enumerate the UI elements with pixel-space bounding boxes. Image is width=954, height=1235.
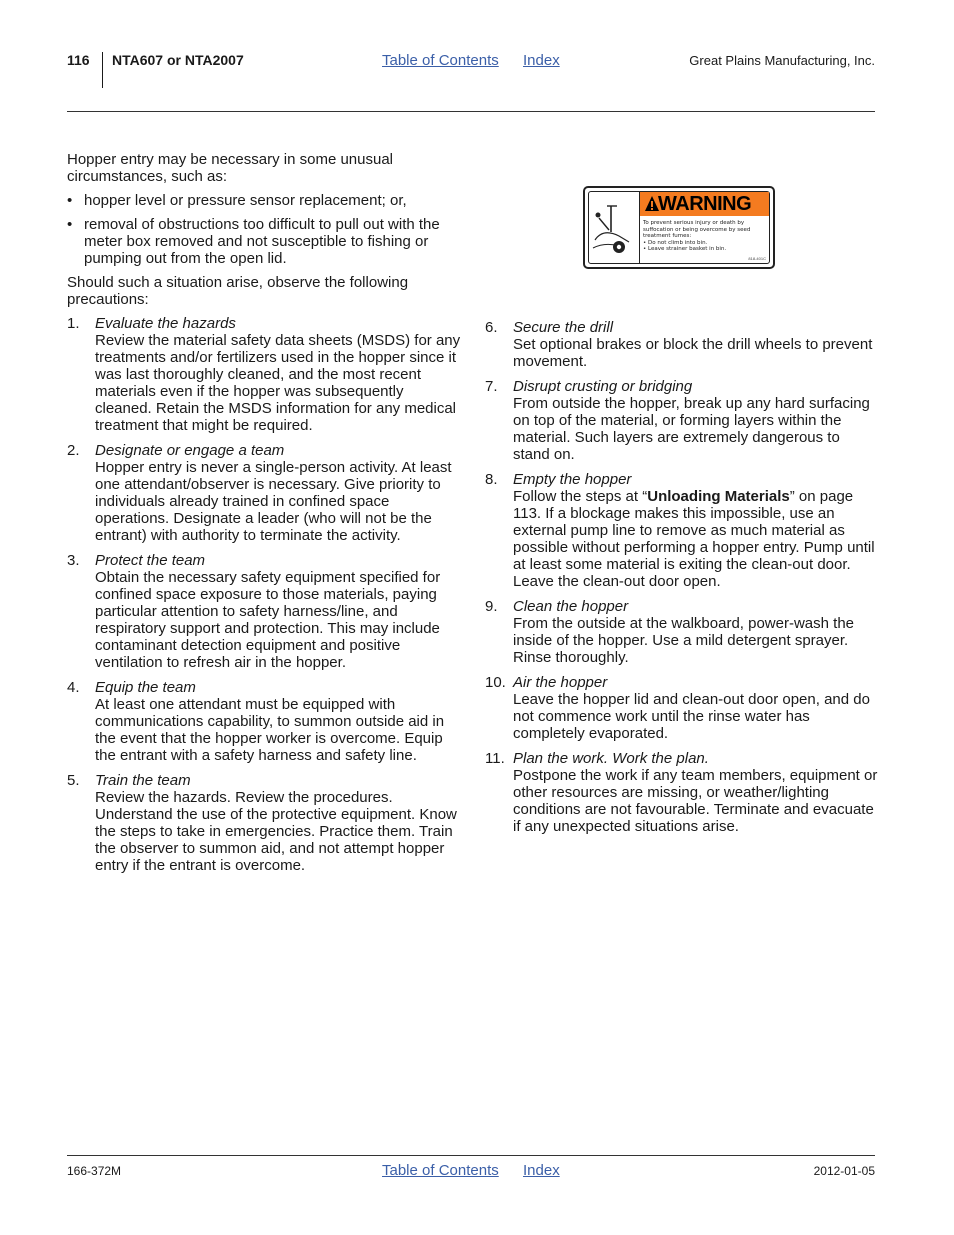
step-title: Secure the drill xyxy=(513,319,614,336)
step-title: Train the team xyxy=(95,772,191,789)
header-toc-link[interactable]: Table of Contents xyxy=(382,52,499,69)
step-item: 6. Secure the drill Set optional brakes or block the drill wheels to prevent movement. xyxy=(485,319,880,370)
step-item: 2. Designate or engage a team Hopper entry is never a single-person activity. At least one attendant/observer is necessary. Give priority to individuals already trained in confined space operations. Designate a leader (who will not be the entrant) with authority to terminate the activity. xyxy=(67,442,461,544)
company-name: Great Plains Manufacturing, Inc. xyxy=(689,53,875,68)
step-item: 10. Air the hopper Leave the hopper lid and clean-out door open, and do not commence work until the rinse water has completely evaporated. xyxy=(485,674,880,742)
steps-list-right xyxy=(485,319,880,835)
list-item: • hopper level or pressure sensor replacement; or, xyxy=(67,192,407,209)
warning-text: To prevent serious injury or death by suffocation or being overcome by seed treatment fumes: • Do not climb into bin. • Leave strainer basket in bin. xyxy=(643,220,751,252)
hopper-hazard-icon xyxy=(589,192,640,263)
decal-code: 818-401C xyxy=(748,256,766,261)
model-title: NTA607 or NTA2007 xyxy=(112,52,244,68)
step-item: 9. Clean the hopper From the outside at the walkboard, power-wash the inside of the hopper. Use a mild detergent sprayer. Rinse thoroughly. xyxy=(485,598,880,666)
footer-rule xyxy=(67,1155,875,1156)
step-item: 4. Equip the team At least one attendant must be equipped with communications capability, to summon outside aid in the event that the hopper worker is overcome. Equip the entrant with a safety harness and safety line. xyxy=(67,679,461,764)
step-title: Equip the team xyxy=(95,679,196,696)
page-number: 116 xyxy=(67,52,90,68)
step-text: Obtain the necessary safety equipment specified for confined space exposure to those materials, paying particular attention to safety harness/line, and respiratory support and protection. This may include contaminant detection equipment and positive ventilation to refresh air in the hopper. xyxy=(95,569,441,671)
list-item: • removal of obstructions too difficult to pull out with the meter box removed and not susceptible to fishing or pumping out from the open lid. xyxy=(67,216,440,267)
step-title: Protect the team xyxy=(95,552,206,569)
step-text: Review the hazards. Review the procedures. Understand the use of the protective equipment. Know the steps to take in emergencies. Practice them. Train the observer to summon aid, and not attempt hopper entry if the entrant is overcome. xyxy=(95,789,457,874)
header-rule xyxy=(67,111,875,112)
bullet-glyph: • xyxy=(67,216,73,233)
bullet-glyph: • xyxy=(67,192,73,209)
intro-paragraph: Hopper entry may be necessary in some unusual circumstances, such as: xyxy=(67,151,394,185)
step-title: Disrupt crusting or bridging xyxy=(513,378,693,395)
intro-bullets xyxy=(67,192,461,267)
step-item: 5. Train the team Review the hazards. Review the procedures. Understand the use of the protective equipment. Know the steps to take in emergencies. Practice them. Train the observer to summon aid, and not attempt hopper entry if the entrant is overcome. xyxy=(67,772,461,874)
step-title: Evaluate the hazards xyxy=(95,315,236,332)
step-text: Leave the hopper lid and clean-out door open, and do not commence work until the rinse water has completely evaporated. xyxy=(513,691,870,742)
step-title: Plan the work. Work the plan. xyxy=(513,750,709,767)
step-title: Designate or engage a team xyxy=(95,442,285,459)
warning-decal xyxy=(583,186,775,269)
step-item: 8. Empty the hopper Follow the steps at “Unloading Materials” on page 113. If a blockage makes this impossible, use an external pump line to remove as much material as possible without performing a hopper entry. Pump until at least some material is exiting the clean-out door. Leave the clean-out door open. xyxy=(485,471,880,590)
step-text: Follow the steps at “Unloading Materials” on page 113. If a blockage makes this impossible, use an external pump line to remove as much material as possible without performing a hopper entry. Pump until at least some material is exiting the clean-out door. Leave the clean-out door open. xyxy=(513,488,875,590)
left-column xyxy=(67,151,461,882)
step-text: Hopper entry is never a single-person activity. At least one attendant/observer is necessary. Give priority to individuals already trained in confined space operations. Designate a leader (who will not be the entrant) with authority to terminate the activity. xyxy=(95,459,452,544)
document-number: 166-372M xyxy=(67,1164,122,1178)
step-text: Set optional brakes or block the drill wheels to prevent movement. xyxy=(513,336,873,370)
step-title: Empty the hopper xyxy=(513,471,632,488)
step-item: 1. Evaluate the hazards Review the material safety data sheets (MSDS) for any treatments and/or fertilizers used in the hopper since it was last thoroughly cleaned, and the most recent materials even if the hopper was subsequently cleaned. Retain the MSDS information for any medical treatment that might be required. xyxy=(67,315,461,434)
publication-date: 2012-01-05 xyxy=(813,1164,875,1178)
precautions-paragraph: Should such a situation arise, observe the following precautions: xyxy=(67,274,409,308)
steps-list-left xyxy=(67,315,461,874)
step-text: Postpone the work if any team members, equipment or other resources are missing, or weather/lighting conditions are not favourable. Terminate and evacuate if any unexpected situations arise. xyxy=(513,767,878,835)
step-text: Review the material safety data sheets (MSDS) for any treatments and/or fertilizers used in the hopper since it was last thoroughly cleaned, and the most recent materials even if the hopper was subsequently cleaned. Retain the MSDS information for any medical treatment that might be required. xyxy=(95,332,461,434)
alert-triangle-icon xyxy=(644,195,660,213)
warning-banner: WARNING xyxy=(640,192,769,216)
footer-toc-link[interactable]: Table of Contents xyxy=(382,1162,499,1179)
step-text: From the outside at the walkboard, power-wash the inside of the hopper. Use a mild detergent sprayer. Rinse thoroughly. xyxy=(513,615,855,666)
step-text: From outside the hopper, break up any hard surfacing on top of the material, or forming layers within the material. Such layers are extremely dangerous to stand on. xyxy=(513,395,870,463)
step-title: Clean the hopper xyxy=(513,598,629,615)
header-divider xyxy=(102,52,103,88)
footer-index-link[interactable]: Index xyxy=(523,1162,560,1179)
header-index-link[interactable]: Index xyxy=(523,52,560,69)
step-text: At least one attendant must be equipped with communications capability, to summon outside aid in the event that the hopper worker is overcome. Equip the entrant with a safety harness and safety line. xyxy=(95,696,445,764)
unloading-materials-ref[interactable]: Unloading Materials xyxy=(647,488,790,505)
right-column xyxy=(485,319,880,843)
step-item: 7. Disrupt crusting or bridging From outside the hopper, break up any hard surfacing on top of the material, or forming layers within the material. Such layers are extremely dangerous to stand on. xyxy=(485,378,880,463)
step-item: 3. Protect the team Obtain the necessary safety equipment specified for confined space exposure to those materials, paying particular attention to safety harness/line, and respiratory support and protection. This may include contaminant detection equipment and positive ventilation to refresh air in the hopper. xyxy=(67,552,461,671)
step-title: Air the hopper xyxy=(513,674,608,691)
step-item: 11. Plan the work. Work the plan. Postpone the work if any team members, equipment or other resources are missing, or weather/lighting conditions are not favourable. Terminate and evacuate if any unexpected situations arise. xyxy=(485,750,880,835)
